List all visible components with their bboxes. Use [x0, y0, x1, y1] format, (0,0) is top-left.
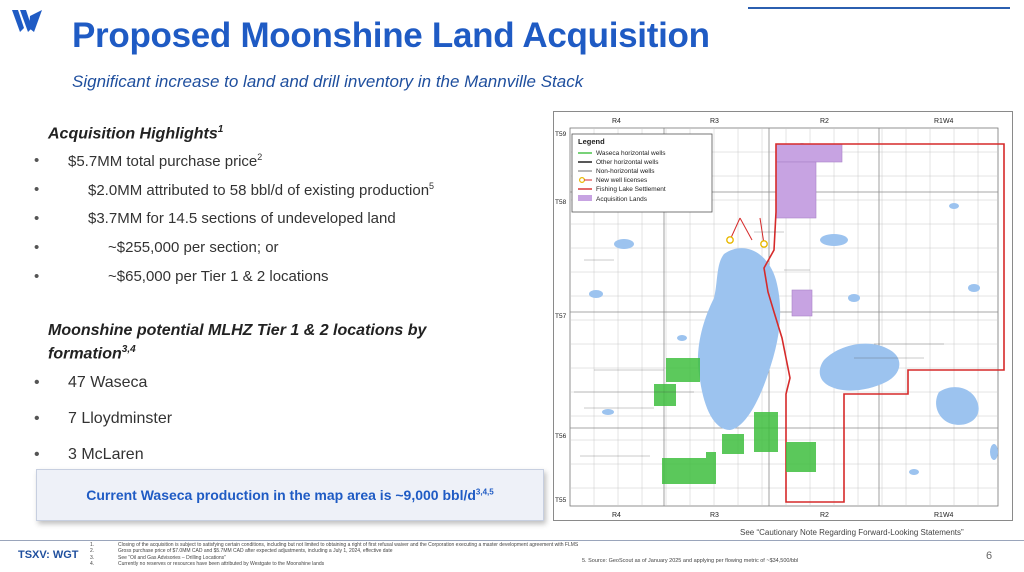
callout-text: [86, 487, 493, 503]
range-label: R4: [612, 118, 621, 125]
list-item: [48, 239, 518, 268]
well-cluster: [754, 412, 778, 452]
footnote-number: 2.: [90, 548, 95, 555]
source-note: 5. Source: GeoScout as of January 2025 and applying per flowing metric of ~$34,500/bbl: [582, 558, 799, 564]
legend-item: Fishing Lake Settlement: [596, 186, 666, 193]
page-number: 6: [986, 550, 993, 562]
lake: [848, 294, 860, 302]
well-cluster: [722, 434, 744, 454]
list-item-sup: 2: [257, 152, 263, 163]
cautionary-note: See “Cautionary Note Regarding Forward-Looking Statements”: [740, 528, 964, 537]
lake: [909, 469, 919, 475]
footnote-number: 4.: [90, 561, 95, 568]
township-label: T56: [555, 433, 567, 440]
lake: [614, 239, 634, 249]
list-item: [48, 210, 518, 239]
formation-list: [48, 374, 518, 482]
list-item: [48, 152, 518, 181]
well-cluster: [706, 452, 716, 474]
range-label: R4: [612, 512, 621, 519]
list-item-text: $5.7MM total purchase price: [68, 153, 258, 171]
township-labels: [555, 131, 567, 504]
formation-heading-sup: 3,4: [121, 344, 136, 356]
ticker-symbol: TSXV: WGT: [18, 549, 79, 561]
footnote-text: Currently no reserves or resources have been attributed by Westgate to the Moonshine lands: [118, 561, 325, 568]
lake: [990, 444, 998, 460]
footer-rule: [0, 540, 1024, 541]
highlights-list: [48, 152, 518, 297]
list-item-text: 7 Lloydminster: [68, 409, 173, 427]
highlights-heading-sup: 1: [217, 124, 224, 135]
highlights-heading-text: Acquisition Highlights: [48, 125, 218, 143]
range-label: R2: [820, 512, 829, 519]
lake: [820, 234, 848, 246]
legend-swatch: [580, 178, 585, 183]
range-label: R1W4: [934, 512, 954, 519]
land-map: [553, 111, 1013, 521]
company-logo-icon: [12, 8, 42, 34]
map-legend: [572, 134, 712, 212]
acquisition-parcel: [776, 144, 842, 162]
legend-item: Waseca horizontal wells: [596, 150, 666, 157]
lake: [602, 409, 614, 415]
footnote-number: 1.: [90, 542, 95, 548]
formation-heading-line2: formation: [48, 345, 122, 363]
acquisition-parcel: [776, 162, 816, 218]
list-item-text: 3 McLaren: [68, 445, 144, 463]
lake: [949, 203, 959, 209]
well-cluster: [786, 442, 816, 472]
well-cluster: [666, 358, 700, 382]
township-label: T57: [555, 313, 567, 320]
footnote-number: 3.: [90, 554, 95, 561]
list-item-text: ~$65,000 per Tier 1 & 2 locations: [108, 268, 329, 286]
lake: [968, 284, 980, 292]
highlights-heading: [48, 120, 518, 143]
page-title: Proposed Moonshine Land Acquisition: [72, 16, 710, 55]
page-subtitle: Significant increase to land and drill inventory in the Mannville Stack: [72, 72, 584, 91]
legend-item: Non-horizontal wells: [596, 168, 655, 175]
production-callout: [36, 469, 544, 521]
list-item-text: $3.7MM for 14.5 sections of undeveloped land: [88, 210, 396, 228]
formation-heading-line1: Moonshine potential MLHZ Tier 1 & 2 locations by: [48, 322, 427, 340]
lake: [677, 335, 687, 341]
list-item-text: $2.0MM attributed to 58 bbl/d of existing production: [88, 182, 430, 200]
list-item: [48, 410, 518, 446]
footnote-text: Gross purchase price of $7.0MM CAD and $5.7MM CAD after expected adjustments, including a July 1, 2024, effective date: [118, 548, 393, 555]
callout-text-main: Current Waseca production in the map area is ~9,000 bbl/d: [86, 487, 476, 503]
callout-sup: 3,4,5: [475, 487, 494, 497]
formation-heading: [48, 321, 518, 363]
legend-item: Other horizontal wells: [596, 159, 659, 166]
range-label: R3: [710, 512, 719, 519]
range-label: R3: [710, 118, 719, 125]
township-label: T58: [555, 199, 567, 206]
header-rule: [748, 7, 1010, 9]
range-label: R2: [820, 118, 829, 125]
list-item-sup: 5: [429, 181, 435, 192]
legend-item: Acquisition Lands: [596, 196, 647, 203]
list-item: [48, 268, 518, 297]
legend-item: New well licenses: [596, 177, 648, 184]
acquisition-parcel: [792, 290, 812, 316]
lake: [589, 290, 603, 298]
well-cluster: [654, 384, 676, 406]
left-content: [48, 120, 518, 482]
legend-title: Legend: [578, 137, 605, 146]
list-item: [48, 374, 518, 410]
range-label: R1W4: [934, 118, 954, 125]
township-label: T55: [555, 497, 567, 504]
list-item-text: ~$255,000 per section; or: [108, 239, 279, 257]
legend-swatch: [578, 195, 592, 201]
township-label: T59: [555, 131, 567, 138]
footnote-text: See “Oil and Gas Advisories – Drilling Locations”: [118, 554, 226, 561]
list-item: [48, 181, 518, 210]
land-map-svg: [554, 112, 1014, 522]
footnote-text: Closing of the acquisition is subject to satisfying certain conditions, including but not limited to obtaining a right of first refusal waiver and the Corporation executing a master development agreement with FLMS: [118, 542, 579, 548]
list-item-text: 47 Waseca: [68, 373, 148, 391]
